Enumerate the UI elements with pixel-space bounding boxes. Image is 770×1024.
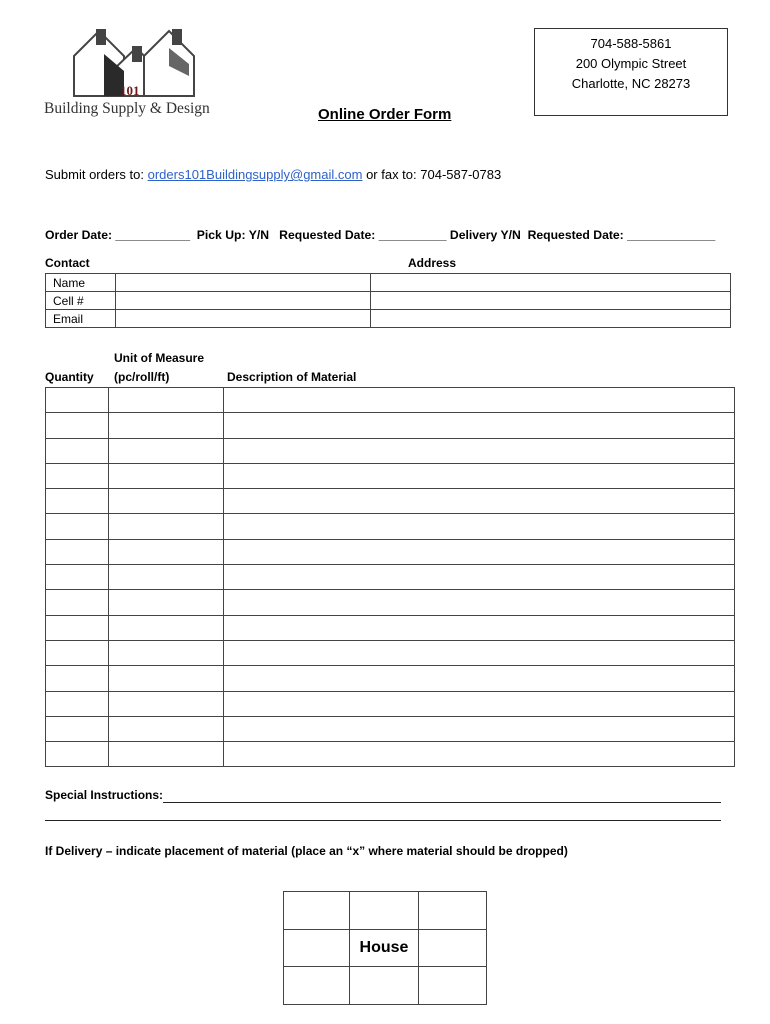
- table-row: [46, 666, 735, 691]
- quantity-cell[interactable]: [46, 489, 109, 514]
- address-field-2[interactable]: [371, 292, 731, 310]
- quantity-cell[interactable]: [46, 565, 109, 590]
- logo-number: 101: [120, 83, 140, 98]
- description-cell[interactable]: [224, 438, 735, 463]
- description-cell[interactable]: [224, 590, 735, 615]
- description-cell[interactable]: [224, 489, 735, 514]
- description-header: Description of Material: [227, 370, 357, 384]
- quantity-cell[interactable]: [46, 413, 109, 438]
- placement-cell-bottom-right[interactable]: [419, 967, 487, 1005]
- unit-cell[interactable]: [109, 514, 224, 539]
- unit-cell[interactable]: [109, 615, 224, 640]
- special-instructions-line-2[interactable]: [45, 820, 721, 821]
- unit-cell[interactable]: [109, 438, 224, 463]
- description-cell[interactable]: [224, 691, 735, 716]
- cell-field[interactable]: [116, 292, 371, 310]
- quantity-cell[interactable]: [46, 691, 109, 716]
- unit-cell[interactable]: [109, 666, 224, 691]
- table-row: [46, 438, 735, 463]
- delivery-placement-note: If Delivery – indicate placement of material (place an “x” where material should be dropped): [45, 844, 568, 858]
- description-cell[interactable]: [224, 640, 735, 665]
- contact-address-box: [534, 28, 728, 116]
- description-cell[interactable]: [224, 463, 735, 488]
- placement-cell-middle-right[interactable]: [419, 929, 487, 967]
- fax-text: or fax to: 704-587-0783: [366, 167, 502, 182]
- description-cell[interactable]: [224, 615, 735, 640]
- table-row: [46, 388, 735, 413]
- contact-label-email: Email: [46, 310, 116, 328]
- special-instructions-line-1[interactable]: [163, 802, 721, 803]
- description-cell[interactable]: [224, 388, 735, 413]
- unit-cell[interactable]: [109, 388, 224, 413]
- unit-cell[interactable]: [109, 565, 224, 590]
- company-logo: [44, 26, 224, 118]
- placement-cell-middle-left[interactable]: [284, 929, 350, 967]
- table-row: [46, 640, 735, 665]
- quantity-cell[interactable]: [46, 514, 109, 539]
- phone-number: 704-588-5861: [590, 36, 672, 51]
- contact-label-cell: Cell #: [46, 292, 116, 310]
- submit-prefix: Submit orders to:: [45, 167, 144, 182]
- description-cell[interactable]: [224, 716, 735, 741]
- logo-name: Building Supply & Design: [44, 100, 210, 117]
- address-field-1[interactable]: [371, 274, 731, 292]
- city-address: Charlotte, NC 28273: [571, 76, 691, 91]
- contact-header: Contact: [45, 256, 90, 270]
- placement-cell-bottom-left[interactable]: [284, 967, 350, 1005]
- table-row: [46, 539, 735, 564]
- table-row: [46, 413, 735, 438]
- quantity-cell[interactable]: [46, 463, 109, 488]
- table-row: [46, 590, 735, 615]
- description-cell[interactable]: [224, 514, 735, 539]
- unit-cell[interactable]: [109, 489, 224, 514]
- street-address: 200 Olympic Street: [575, 56, 687, 71]
- page-title: Online Order Form: [318, 106, 452, 123]
- quantity-cell[interactable]: [46, 438, 109, 463]
- table-row: [46, 489, 735, 514]
- placement-cell-top-left[interactable]: [284, 892, 350, 930]
- table-row: [46, 514, 735, 539]
- materials-table: [45, 387, 735, 767]
- order-date-line[interactable]: Order Date: ___________ Pick Up: Y/N Requested Date: __________ Delivery Y/N Requested Date: _____________: [45, 228, 716, 242]
- contact-row-email: [46, 310, 731, 328]
- house-label: House: [350, 929, 419, 967]
- unit-cell[interactable]: [109, 640, 224, 665]
- unit-header-line2: (pc/roll/ft): [114, 370, 170, 384]
- contact-row-cell: [46, 292, 731, 310]
- quantity-cell[interactable]: [46, 615, 109, 640]
- placement-cell-bottom-center[interactable]: [350, 967, 419, 1005]
- quantity-cell[interactable]: [46, 640, 109, 665]
- table-row: [46, 691, 735, 716]
- special-instructions-label: Special Instructions:: [45, 788, 164, 802]
- contact-label-name: Name: [46, 274, 116, 292]
- contact-table: [45, 273, 731, 328]
- placement-cell-top-center[interactable]: [350, 892, 419, 930]
- quantity-cell[interactable]: [46, 388, 109, 413]
- unit-cell[interactable]: [109, 691, 224, 716]
- unit-cell[interactable]: [109, 590, 224, 615]
- submit-instructions: [45, 167, 501, 182]
- description-cell[interactable]: [224, 742, 735, 767]
- quantity-cell[interactable]: [46, 716, 109, 741]
- table-row: [46, 615, 735, 640]
- unit-cell[interactable]: [109, 413, 224, 438]
- contact-row-name: [46, 274, 731, 292]
- description-cell[interactable]: [224, 539, 735, 564]
- quantity-cell[interactable]: [46, 666, 109, 691]
- table-row: [46, 463, 735, 488]
- placement-cell-top-right[interactable]: [419, 892, 487, 930]
- quantity-cell[interactable]: [46, 742, 109, 767]
- quantity-cell[interactable]: [46, 590, 109, 615]
- unit-cell[interactable]: [109, 742, 224, 767]
- unit-cell[interactable]: [109, 539, 224, 564]
- placement-grid: [283, 891, 487, 1005]
- quantity-cell[interactable]: [46, 539, 109, 564]
- quantity-header: Quantity: [45, 370, 94, 384]
- description-cell[interactable]: [224, 666, 735, 691]
- email-link[interactable]: orders101Buildingsupply@gmail.com: [147, 167, 363, 182]
- description-cell[interactable]: [224, 565, 735, 590]
- table-row: [46, 565, 735, 590]
- name-field[interactable]: [116, 274, 371, 292]
- table-row: [46, 742, 735, 767]
- description-cell[interactable]: [224, 413, 735, 438]
- unit-cell[interactable]: [109, 463, 224, 488]
- unit-cell[interactable]: [109, 716, 224, 741]
- table-row: [46, 716, 735, 741]
- address-field-3[interactable]: [371, 310, 731, 328]
- address-header: Address: [408, 256, 457, 270]
- unit-header-line1: Unit of Measure: [114, 351, 205, 365]
- email-field[interactable]: [116, 310, 371, 328]
